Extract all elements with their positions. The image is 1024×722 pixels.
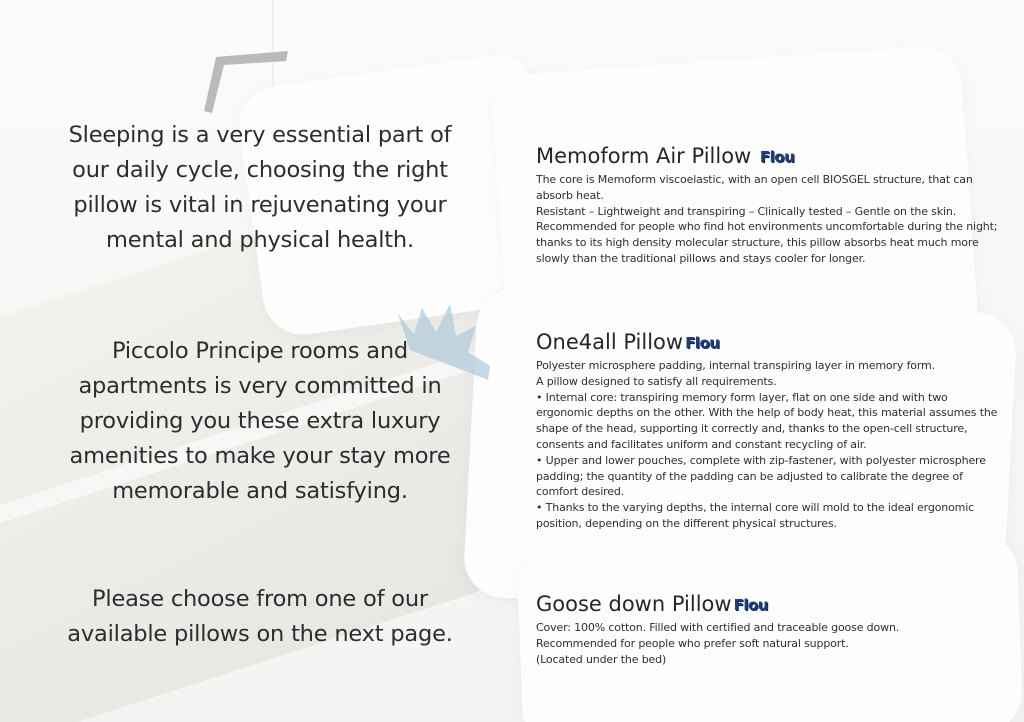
flou-logo: Flou [733, 596, 768, 614]
description-line: • Upper and lower pouches, complete with zip-fastener, with polyester microsphere padding; the quantity of the padding can be adjusted to calibrate the degree of comfort desired. [536, 453, 986, 499]
product-memoform-air-pillow [536, 143, 1006, 267]
product-name: One4all Pillow [536, 330, 684, 354]
product-name: Goose down Pillow [536, 592, 732, 616]
description-line: The core is Memoform viscoelastic, with an open cell BIOSGEL structure, that can absorb heat. [536, 173, 973, 202]
product-description [536, 620, 1006, 667]
description-line: Recommended for people who prefer soft natural support. [536, 636, 849, 650]
description-line: Polyester microsphere padding, internal transpiring layer in memory form. [536, 359, 935, 372]
description-line: Resistant – Lightweight and transpiring – Clinically tested – Gentle on the skin. [536, 204, 957, 218]
product-description [536, 172, 1006, 267]
product-description [536, 358, 1006, 532]
intro-paragraph: Sleeping is a very essential part of our daily cycle, choosing the right pillow is vital in rejuvenating your mental and physical health. [68, 122, 452, 253]
product-name: Memoform Air Pillow [536, 144, 752, 168]
product-goose-down-pillow [536, 591, 1006, 667]
product-title [536, 143, 1006, 170]
commitment-paragraph: Piccolo Principe rooms and apartments is very committed in providing you these extra luxury amenities to make your stay more memorable and satisfying. [69, 338, 451, 504]
description-line: Cover: 100% cotton. Filled with certified and traceable goose down. [536, 621, 900, 634]
product-title [536, 329, 1006, 356]
description-line: A pillow designed to satisfy all requirements. [536, 374, 777, 388]
product-one4all-pillow [536, 329, 1006, 532]
product-title [536, 591, 1006, 618]
flou-logo: Flou [685, 334, 720, 352]
description-line: • Thanks to the varying depths, the internal core will mold to the ideal ergonomic position, depending on the different physical structures. [536, 501, 975, 530]
description-line: (Located under the bed) [536, 652, 667, 666]
choose-pillow-paragraph: Please choose from one of our available pillows on the next page. [67, 586, 453, 647]
flou-logo: Flou [759, 148, 795, 166]
description-line: • Internal core: transpiring memory form layer, flat on one side and with two ergonomic depths on the other. With the help of body heat, this material assumes the shape of the head, supporting it correctly and, thanks to the open-cell structure, consents and facilitates uniform and constant recycling of air. [536, 390, 998, 451]
description-line: Recommended for people who find hot environments uncomfortable during the night; thanks to its high density molecular structure, this pillow absorbs heat much more slowly than the traditional pillows and stays cooler for longer. [536, 220, 998, 265]
